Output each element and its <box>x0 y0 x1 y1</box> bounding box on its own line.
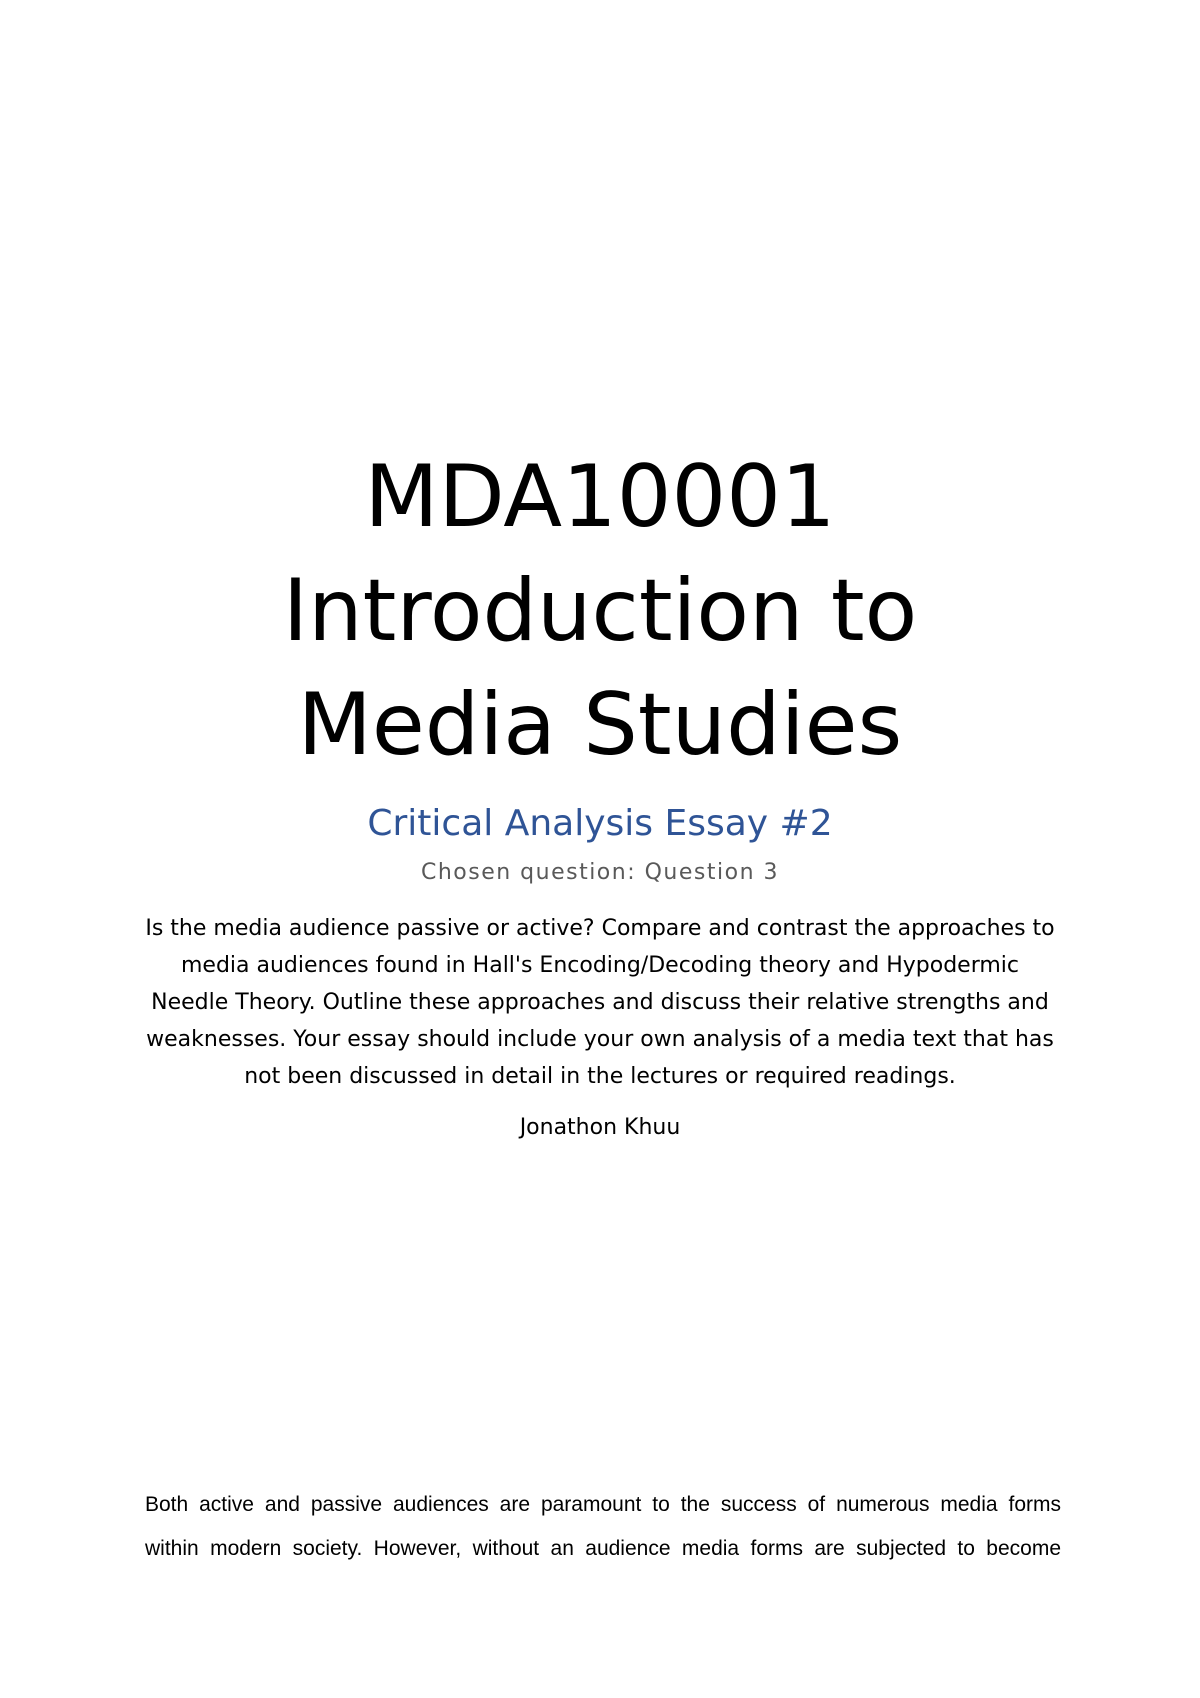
course-code: MDA10001 <box>364 447 836 547</box>
body-line-2: within modern society. However, without an audience media forms are subjected to become <box>145 1537 1061 1560</box>
cover-title <box>0 440 1200 782</box>
essay-body <box>145 1483 1061 1571</box>
author-name: Jonathon Khuu <box>519 1115 681 1140</box>
essay-question: Is the media audience passive or active? Compare and contrast the approaches to media audiences found in Hall's Encoding/Decoding theory and Hypodermic Needle Theory. Outline these approaches and discuss their relative strengths and weaknesses. Your essay should include your own analysis of a media text that has not been discussed in detail in the lectures or required readings. <box>145 916 1055 1089</box>
body-line-1: Both active and passive audiences are paramount to the success of numerous media forms <box>145 1493 1061 1516</box>
essay-subtitle: Critical Analysis Essay #2 <box>367 803 833 844</box>
course-title-line-2: Media Studies <box>297 675 903 775</box>
chosen-question-label: Chosen question: Question 3 <box>420 860 780 885</box>
course-title-line-1: Introduction to <box>282 561 918 661</box>
